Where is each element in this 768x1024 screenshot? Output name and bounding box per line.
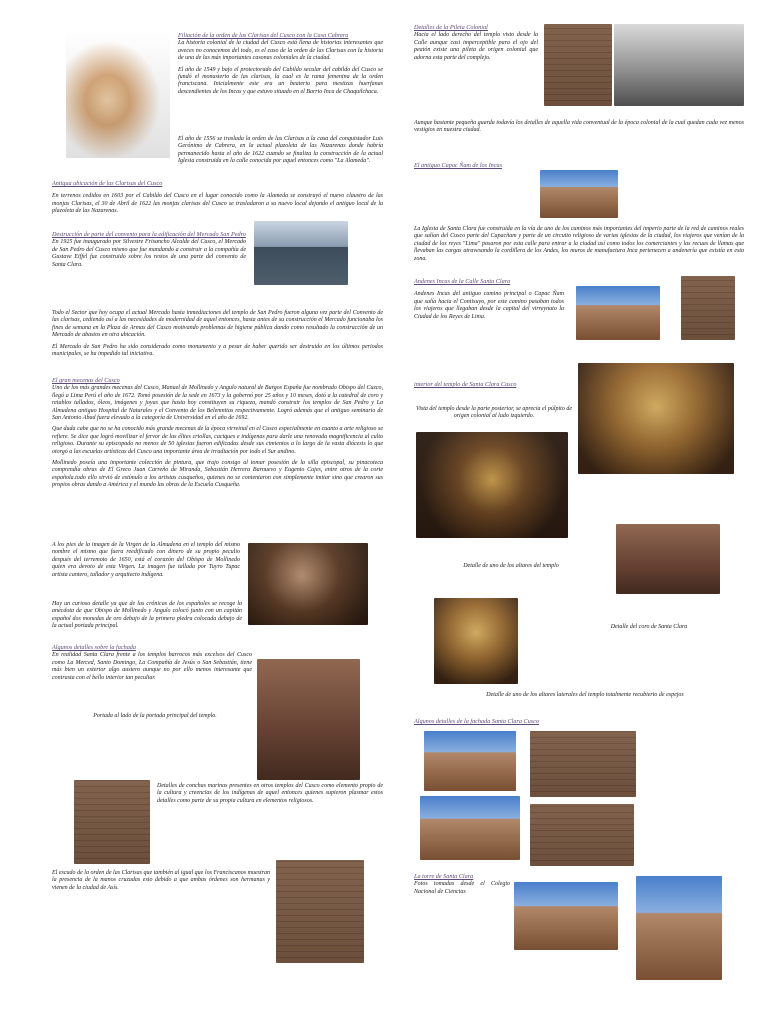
mecenas-paragraph-3: Mollinedo poseía una importante colección de pintura, que trajo consigo al tomar posesión de la silla episcopal, su pinacoteca comprendía obras de El Greco Juan Carreño de Miranda, Sebastián Herrera Barnuevo y Eugenio Cajes, entre otros de la corte española.todo ello sirvió de estímulo a los artistas cusqueños, quienes no se contentaron con simplemente imitar sino que crearon sus propios obras dando a América y el mundo las obras de la Escuela Cusqueña. [52,460,383,489]
mecenas-paragraph-5: Hay un curioso detalle ya que de las crónicas de los españoles se recoge la anécdota de que Obispo de Mollinedo y Angulo colocó junto con un capitán español dos monedas de oro debajo de la primera piedra colocada debajo de la actual portada principal. [52,601,242,630]
fachada-paragraph: En realidad Santa Clara frente a los templos barrocos más excelsos del Cusco como La Merced, Santo Domingo, La Compañía de Jesús o San Sebastián, tiene más bien un exterior algo austero aunque no por ello menos interesante que contrasta con el bello interior tan peculiar. [52,652,252,681]
escudo-clarisas-image [276,860,364,963]
fachada-detalle-image-2 [530,731,636,797]
andenes-section [414,278,564,325]
fachada-detalle-image-3 [420,796,520,860]
interior-heading-wrap [414,381,574,389]
torre-heading: La torre de Santa Clara [414,873,474,880]
coro-caption: Detalle del coro de Santa Clara [610,624,688,630]
destruccion-paragraph: En 1925 fue inaugurado por Silvestre Frisancho Alcalde del Cusco, el Mercado de San Pedro del Cusco mismo que fue mandando a construir a la compañía de Gustave Eiffel fue construido sobre los restos de una parte del convento de Santa Clara. [52,239,246,268]
mercado-san-pedro-image [254,221,348,285]
ubicacion-paragraph: En terrenos cedidos en 1603 por el Cabildo del Cusco en el lugar conocido como la Alameda se construyó el nuevo claustro de las monjas Clarisas, el 30 de Abril de 1622 las monjas clarisas del Cusco se trasladaron a su nuevo local dejando el antiguo local de la plazoleta de las Nazarenas. [52,193,383,215]
pileta-section [414,24,538,66]
capac-heading-wrap [414,162,534,170]
pileta-paragraph: Hacia el lado derecho del templo visto desde la Calle aunque casi imperceptible para el ojo del peatón existe una pileta de origen colonial que adorna esta parte del complejo. [414,32,538,61]
andenes-image-2 [681,276,735,340]
intro-paragraph-3: El año de 1556 se traslada la orden de las Clarisas a la casa del conquistador Luis Gerónimo de Cabrera, en la actual plazoleta de las Nazarenas donde habría permanecido hasta el año de 1622 cuando se finaliza la construcción de la actual Iglesia construida en la calle conocida por aquel entonces como "La Alameda". [178,136,383,165]
torre-image-1 [514,882,618,950]
pileta-colonial-image-2 [614,24,744,106]
intro-section-cont [52,136,383,170]
ubicacion-heading: Antigua ubicación de las Clarisas del Cusco [52,180,163,187]
capac-section [414,226,744,267]
escudo-paragraph: El escudo de la orden de las Clarisas que también al igual que los Franciscanos muestran la presencia de la manos cruzadas esto debido a que ambas órdenes son hermanas y vienen de la ciudad de Asís. [52,870,270,891]
templo-interior-image [578,363,734,474]
mecenas-paragraph-4: A los pies de la imagen de la Virgen de la Almudena en el templo del mismo nombre el mismo que fuera reedificado con dinero de su propio peculio después del terremoto de 1650, está el corazón del Obispo de Mollinedo quien era devoto de esta Virgen. La imagen fue tallada por Tuyro Tupac artista cantero, tallador y arquitecto indígena. [52,542,240,578]
pileta-paragraph-2: Aunque bastante pequeña guarda todavía los detalles de aquella vida conventual de la época colonial de la cual quedan cada vez menos vestigios en nuestra ciudad. [414,120,744,134]
torre-image-2 [636,876,722,980]
altar-lateral-image [434,598,518,684]
fachada-detalles-heading: Algunos detalles de la fachada Santa Clara Cusco [414,718,539,725]
intro-heading: Filiación de la orden de las Clarisas del Cusco con la Casa Cabrera [178,32,349,39]
destruccion-heading: Destrucción de parte del convento para la edificación del Mercado San Pedro [52,231,246,238]
obispo-mollinedo-portrait-image [248,543,368,625]
altar-image [416,432,568,538]
laterales-caption: Detalle de uno de los altares laterales del templo totalmente recubierto de espejos [486,692,684,698]
fachada-heading: Algunos detalles sobre la fachada [52,644,136,651]
monedas-section [52,601,242,635]
calle-santa-clara-image [540,170,618,218]
sector-paragraph: Todo el Sector que hoy ocupa el actual Mercado hasta inmediaciones del templo de San Pedro fueron alguna vez parte del Convento de las clarisas, cediendo así a las necesidades de modernidad de aquel entonces, hasta antes de su construcción el Mercado funcionaba los fines de semana en la Plaza de Armas del Cusco motivando problemas de higiene pública dando como resultado la construcción de un Mercado de abastos en otra ubicación. [52,310,383,339]
conchas-paragraph: Detalles de conchas marinas presentes en otros templos del Cusco como elemento propio de la cultura y creencias de los indígenas de aquel entonces quienes supieron plasmar estos detalles como parte de su propia cultura en elementos religiosos. [157,783,383,804]
intro-paragraph-1: La historia colonial de la ciudad del Cusco está llena de historias interesantes que aveces no conocemos del todo, es el caso de la orden de las Clarisas con la historia de una de las más importantes casonas coloniales de la ciudad. [178,40,383,62]
altar-caption: Detalle de uno de los altares del templo [463,563,559,569]
andenes-heading: Andenes Incas de la Calle Santa Clara [414,278,511,285]
escudo-section [52,870,270,896]
conchas-section [157,783,383,809]
mecenas-heading: El gran mecenas del Cusco [52,377,120,384]
destruccion-section [52,231,246,273]
fachada-section [52,644,252,686]
pileta-heading: Detalles de la Pileta Colonial [414,24,488,31]
mecenas-paragraph-2: Que duda cabe que no se ha conocido más grande mecenas de la época virreinal en el Cusco especialmente en cuanto a arte religioso se refiere. Se dice que logró movilizar el fervor de las élites criollas, caciques e indígenas para darle una renovada magnificencia al culto religioso. Durante su episcopado no menos de 50 iglesias fueron edificadas desde sus cimientos a lo largo de la vasta diócesis lo que otorgó a las escuelas artísticas del Cusco una importante área de irradiación por todo el Sur andino. [52,426,383,455]
pileta-colonial-image-1 [544,24,612,106]
fachada-detalle-image-4 [530,804,634,866]
andenes-paragraph: Andenes Incas del antiguo camino principal o Capac Ñam que salía hacia el Contisuyo, por este camino pasaban todos los viajeros que llegaban desde la capital del virreynato la Ciudad de los Reyes de Lima. [414,291,564,320]
pileta-section-2 [414,120,744,139]
almudena-section [52,542,240,583]
ubicacion-section [52,180,383,220]
portada-lateral-image [257,659,360,780]
mecenas-section [52,377,383,494]
mecenas-paragraph-1: Uno de los más grandes mecenas del Cusco, Manuel de Mollinedo y Angulo natural de Burgos España fue nombrado Obispo del Cuzco, llegó a Lima Perú el año de 1672. Tomó posesión de la sede en 1673 y la gobernó por 25 años y 10 meses, dotó a la catedral de coro y retablos tallados, óleos, imágenes y joyas que hasta hoy constituyen su riqueza, mandó construir los templos de San Pedro y La Almudena antiguo Hospital de Naturales y el Convento de los Belemnitas respectivamente. Logró además que el antiguo seminario de San Antonio Abad fuera elevado a la categoría de Universidad en el año de 1692. [52,385,383,422]
capac-paragraph: La Iglesia de Santa Clara fue construida en la vía de uno de los caminos más importantes del imperio parte de la red de caminos reales que salían del Cusco parte del Capacñam y parte de un circuito religioso de varias iglesias de la ciudad, los viajeros que venían de la ciudad de los reyes "Lima" pasaron por esta calle para entrar a la ciudad así como todos los comerciantes y las recuas de llamas que llevaban las cargas atravesando la cordillera de los Andes, los muros de manufactura Inca pertenecen a andenería que existía en esta zona. [414,226,744,262]
fachada-detalles-heading-wrap [414,718,614,726]
torre-section [414,873,510,900]
fachada-detalle-image-1 [424,731,516,791]
concha-marina-niche-image [74,780,150,864]
sector-section [52,310,383,362]
monumento-paragraph: El Mercado de San Pedro ha sido considerado como monumento y a pesar de haber querido ser destruido en los últimos periodos municipales, se ha impedido tal iniciativa. [52,343,383,358]
intro-paragraph-2: El año de 1549 y bajo el protectorado del Cabildo secular del cabildo del Cusco se fundó el monasterio de las clarisas, la cual es la rama femenina de la orden franciscana. Inicialmente este era un beaterio para mestizas huerfanas descendientes de los Incas y que estuvo situado en el Barrio Inca de Chaquilchaca. [178,66,383,95]
intro-section [178,32,383,100]
andenes-image-1 [576,286,660,340]
interior-heading: interior del templo de Santa Clara Cusco [414,381,517,388]
portada-caption: Portada al lado de la portada principal del templo. [93,713,217,719]
torre-paragraph: Fotos tomadas desde el Colegio Nacional de Ciencias [414,881,510,895]
vista-caption: Vista del templo desde la parte posterior, se aprecia el púlpito de origen colonial al lado izquierdo. [416,406,572,420]
capac-heading: El antiguo Capac Ñam de los Incas [414,162,502,169]
coro-image [616,524,720,594]
